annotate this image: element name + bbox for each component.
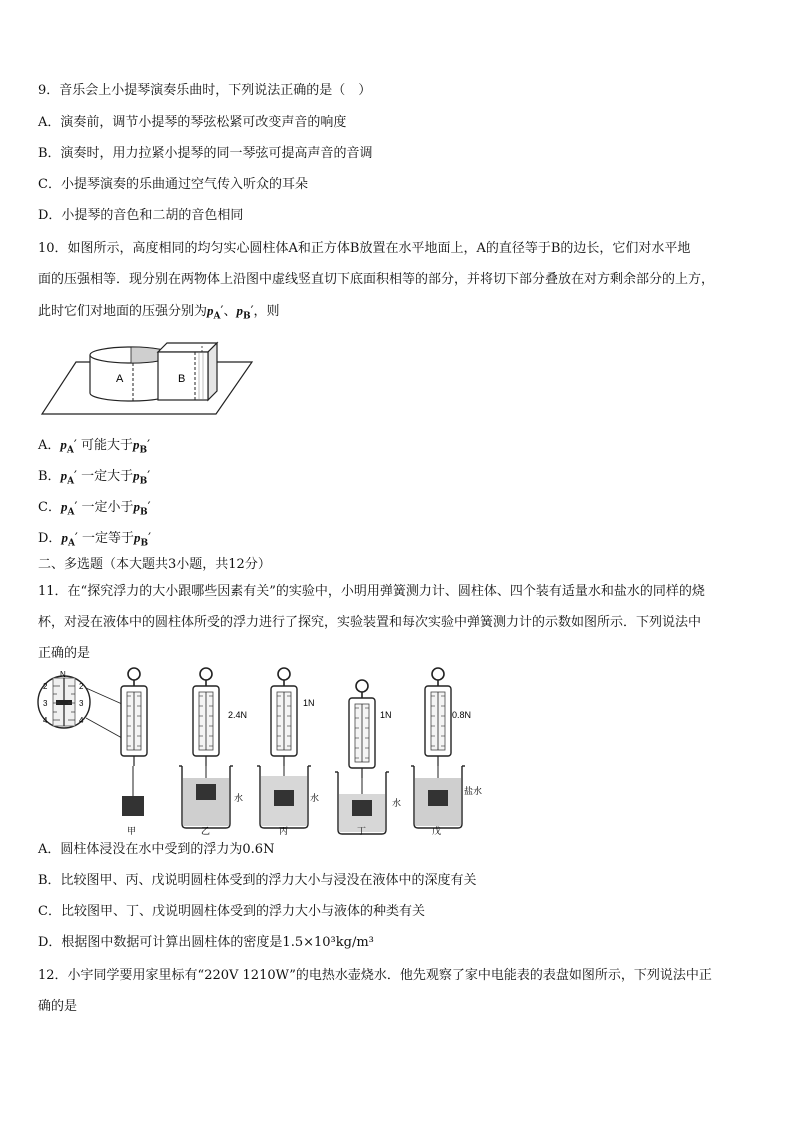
q10-option-d [38,529,151,553]
liquid-label-ding: 水 [392,798,402,808]
pa-prime: ′ [220,304,224,319]
pb-symbol: p [132,437,140,452]
option-letter: B． [38,469,61,484]
pb-subscript: B [139,445,148,456]
caption-jia: 甲 [127,826,137,836]
pb-prime: ′ [250,304,254,319]
pb-subscript: B [140,507,148,518]
pa-subscript: A [67,507,75,518]
q9-option-d: D．小提琴的音色和二胡的音色相同 [38,208,244,223]
pa-prime: ′ [73,438,77,453]
pb-prime: ′ [148,531,152,546]
cube-b [158,343,217,400]
magnifier-tick-3-right: 3 [79,699,84,708]
option-letter: C． [38,500,61,515]
q10-separator: 、 [223,304,237,319]
pa-prime: ′ [74,469,77,484]
magnifier-tick-2-right: 2 [79,682,84,691]
meter-reading-bing: 1N [303,698,315,708]
pb-subscript: B [140,538,149,549]
caption-bing: 丙 [279,826,289,836]
pb-prime: ′ [147,500,151,515]
q10-stem-line1: 10．如图所示，高度相同的均匀实心圆柱体A和正方体B放置在水平地面上，A的直径等于B的边长，它们对水平地 [38,241,691,256]
liquid-label-wu: 盐水 [464,786,483,796]
q10-stem-line2: 面的压强相等．现分别在两物体上沿图中虚线竖直切下底面积相等的部分，并将切下部分叠放在对方剩余部分的上方， [38,272,715,287]
q11-stem-line1: 11．在“探究浮力的大小跟哪些因素有关”的实验中，小明用弹簧测力计、圆柱体、四个装有适量水和盐水的同样的烧 [38,584,705,599]
pb-symbol: p [134,530,141,545]
q11-option-a: A．圆柱体浸没在水中受到的浮力为0.6N [38,842,275,857]
q10-figure [40,335,255,417]
q11-option-d: D．根据图中数据可计算出圆柱体的密度是1.5×10³kg/m³ [38,935,374,950]
meter-reading-wu: 0.8N [452,710,472,720]
pa-subscript: A [213,311,221,322]
pa-symbol: p [60,468,68,483]
magnifier-tick-4-right: 4 [79,716,84,725]
q11-option-b: B．比较图甲、丙、戊说明圆柱体受到的浮力大小与浸没在液体中的深度有关 [38,873,477,888]
meter-reading-yi: 2.4N [228,710,248,720]
cube-b-label: B [178,373,186,385]
liquid-label-yi: 水 [234,793,244,803]
pa-symbol: p [61,530,68,545]
q12-stem-line2: 确的是 [38,999,78,1014]
q9-option-b: B．演奏时，用力拉紧小提琴的同一琴弦可提高声音的音调 [38,146,373,161]
setup-wu [411,668,482,836]
pa-symbol: p [60,499,68,514]
magnifier-tick-2-left: 2 [43,682,48,691]
q10-stem-end: ，则 [253,304,280,319]
option-letter: D． [38,531,62,546]
magnifier-unit: N [60,670,66,679]
cylinder-a-label: A [116,373,124,385]
liquid-label-bing: 水 [310,793,320,803]
setup-yi [179,668,247,836]
caption-yi: 乙 [201,826,211,836]
setup-ding [335,680,401,836]
magnifier-detail [38,670,122,738]
option-relation: 一定小于 [81,500,134,515]
pa-subscript: A [66,445,74,456]
q10-option-a [38,436,150,460]
pa-symbol: p [60,437,67,452]
magnifier-tick-3-left: 3 [43,699,48,708]
q9-option-c: C．小提琴演奏的乐曲通过空气传入听众的耳朵 [38,177,308,192]
pb-subscript: B [139,476,148,487]
pa-prime: ′ [74,531,78,546]
pb-symbol: p [236,303,243,318]
magnifier-tick-4-left: 4 [43,716,48,725]
q9-option-a: A．演奏前，调节小提琴的琴弦松紧可改变声音的响度 [38,115,347,130]
pb-prime: ′ [147,438,151,453]
caption-wu: 戊 [432,826,442,836]
q11-stem-line3: 正确的是 [38,646,91,661]
section-title: 二、多选题（本大题共3小题，共12分） [38,557,271,572]
q11-option-c: C．比较图甲、丁、戊说明圆柱体受到的浮力大小与液体的种类有关 [38,904,425,919]
q10-option-b [38,467,150,491]
pa-symbol: p [207,303,214,318]
pa-subscript: A [67,476,75,487]
meter-reading-ding: 1N [380,710,392,720]
q11-stem-line2: 杯，对浸在液体中的圆柱体所受的浮力进行了探究，实验装置和每次实验中弹簧测力计的示数如图所示．下列说法中 [38,615,702,630]
q10-stem-line3 [38,302,280,326]
setup-bing [257,668,319,836]
pa-prime: ′ [74,500,78,515]
pb-symbol: p [133,468,140,483]
setup-jia [121,668,147,836]
q12-stem-line1: 12．小宇同学要用家里标有“220V 1210W”的电热水壶烧水．他先观察了家中电能表的表盘如图所示，下列说法中正 [38,968,712,983]
pb-prime: ′ [147,469,151,484]
q10-option-c [38,498,151,522]
pb-subscript: B [242,311,251,322]
q9-stem: 9．音乐会上小提琴演奏乐曲时，下列说法正确的是（ ） [38,83,372,98]
option-relation: 一定等于 [82,531,135,546]
q11-figure [36,666,496,838]
option-relation: 一定大于 [81,469,134,484]
option-letter: A． [38,438,61,453]
pb-symbol: p [133,499,141,514]
caption-ding: 丁 [357,826,367,836]
pa-subscript: A [67,538,75,549]
q10-stem-text: 此时它们对地面的压强分别为 [38,304,208,319]
option-relation: 可能大于 [80,438,133,453]
